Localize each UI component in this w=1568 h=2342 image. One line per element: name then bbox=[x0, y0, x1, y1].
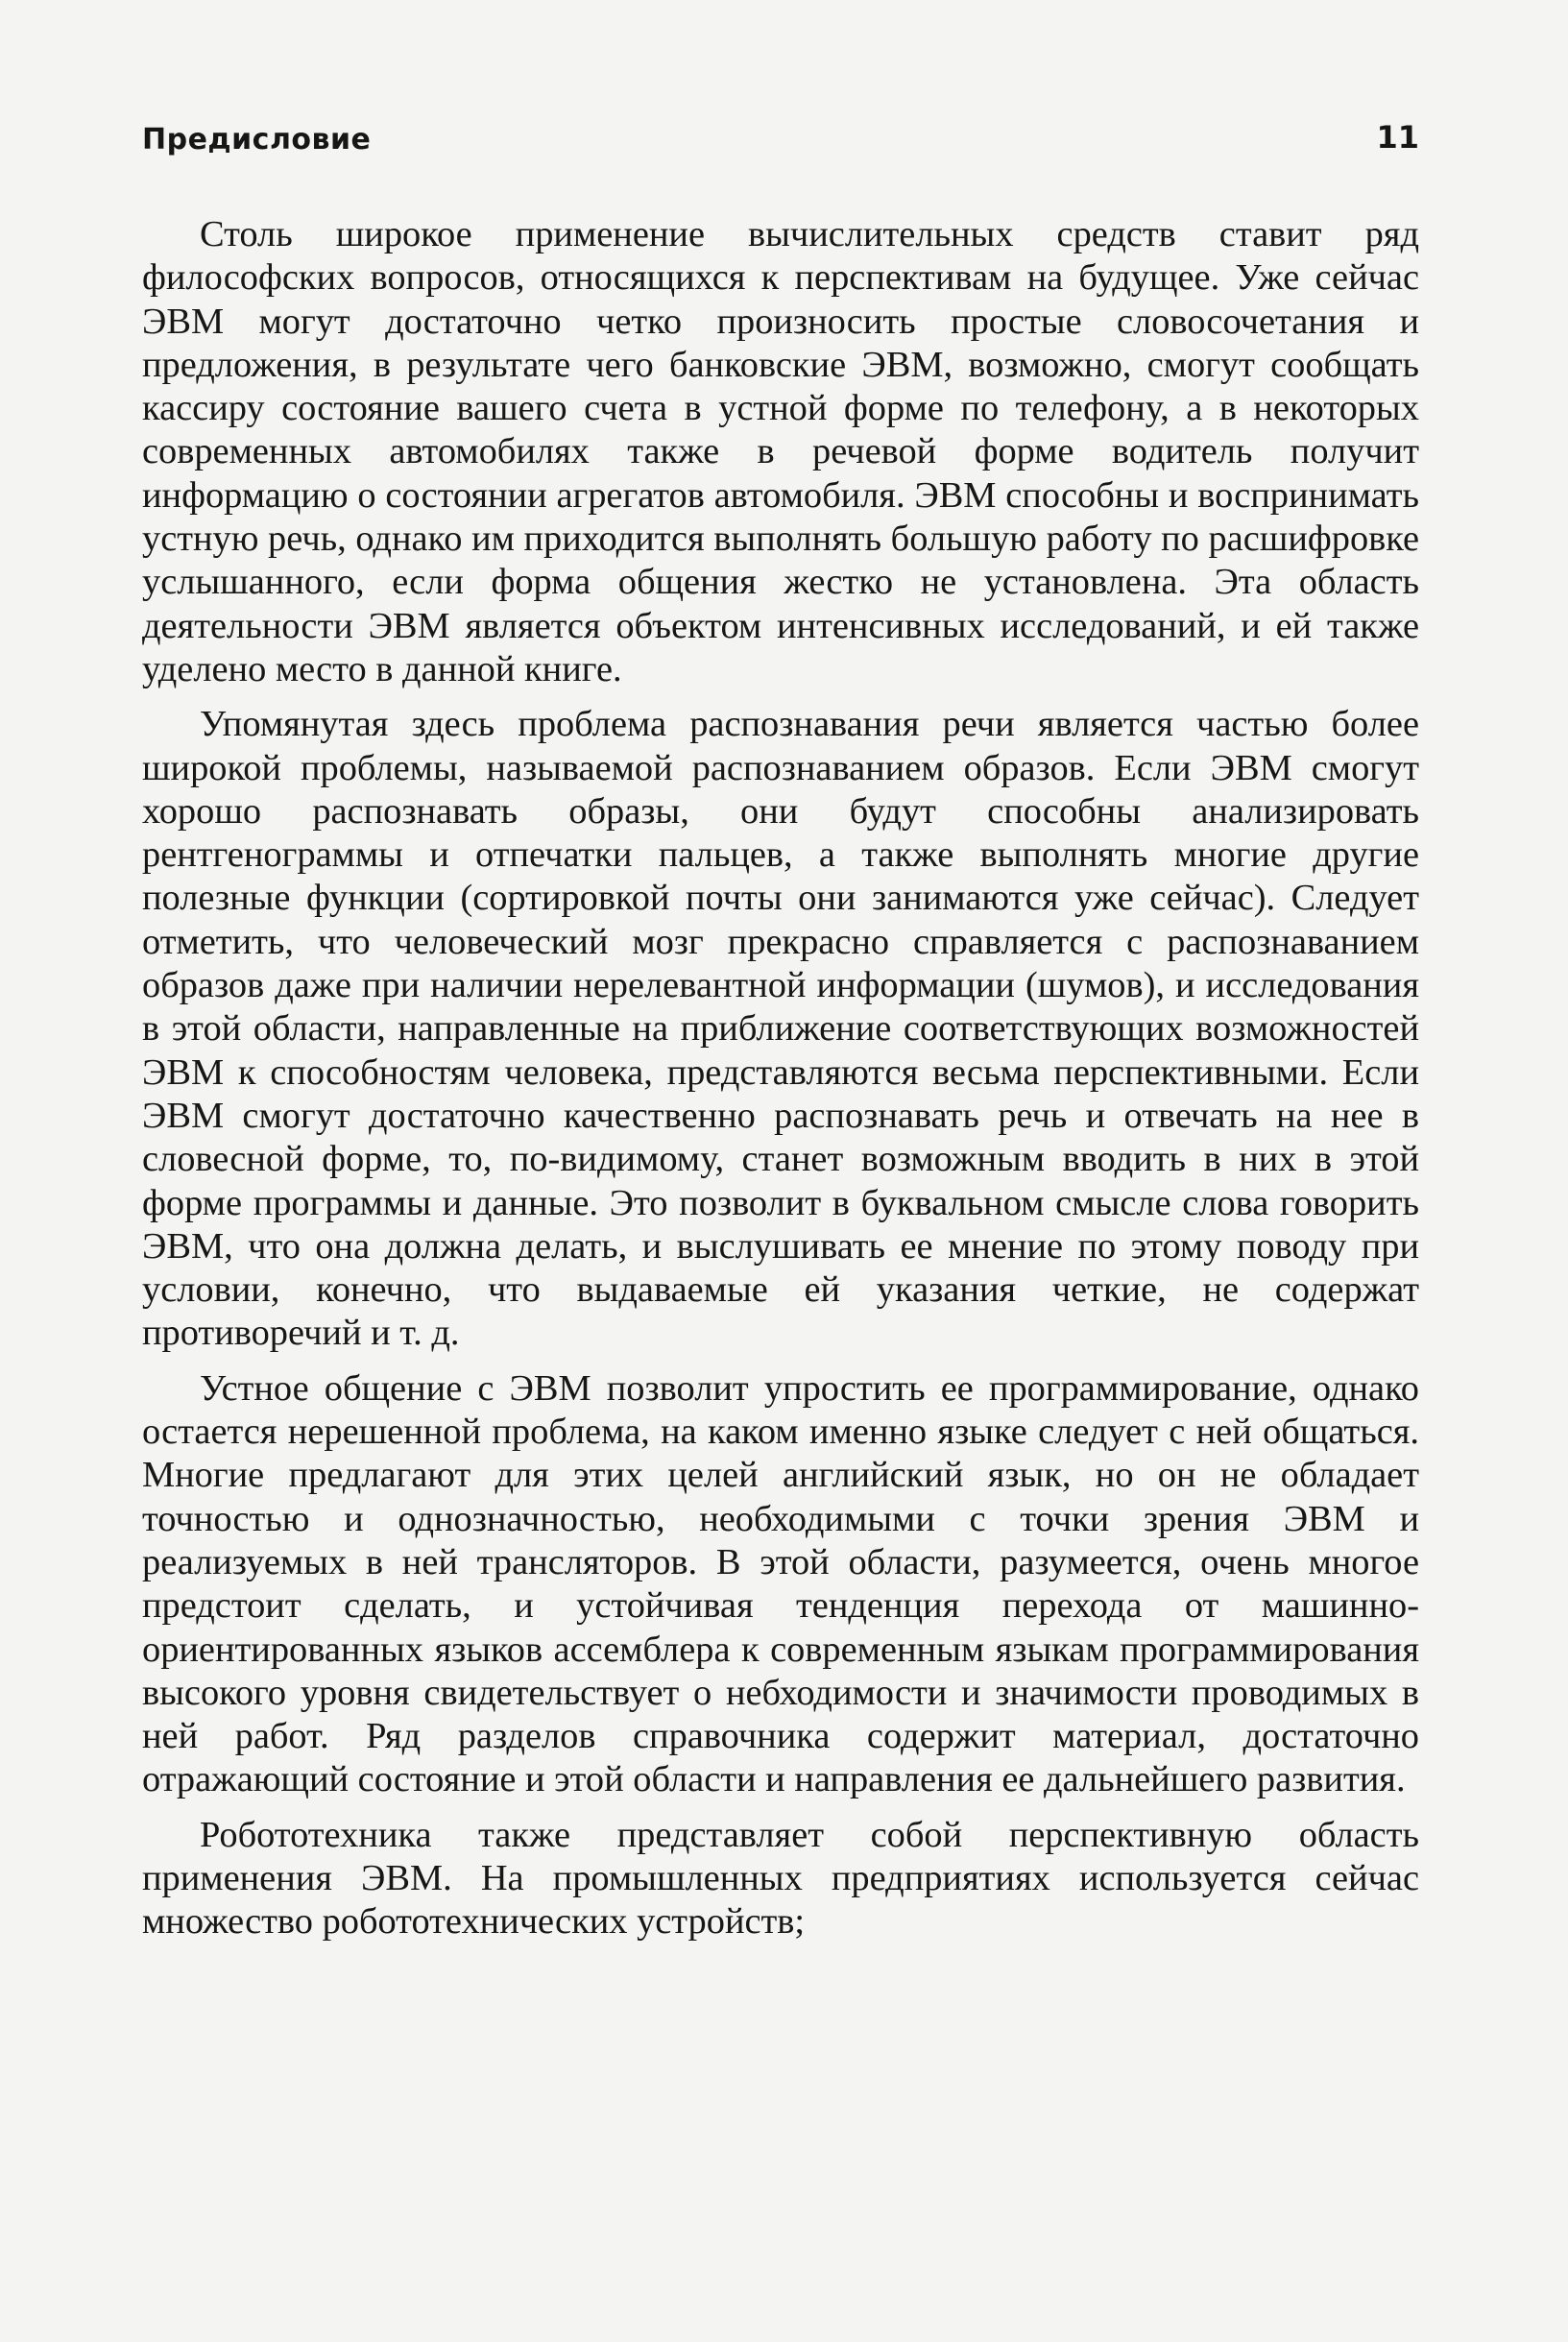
book-page bbox=[142, 115, 1419, 2285]
section-title: Предисловие bbox=[142, 123, 372, 157]
page-number: 11 bbox=[1376, 119, 1419, 156]
paragraph: Упомянутая здесь проблема распознавания речи является частью более широкой проблемы, называемой распознаванием образов. Если ЭВМ смогут хорошо распознавать образы, они будут способны анализировать рентгенограммы и отпечатки пальцев, а также выполнять многие другие полезные функции (сортировкой почты они занимаются уже сейчас). Следует отметить, что человеческий мозг прекрасно справляется с распознаванием образов даже при наличии нерелевантной информации (шумов), и исследования в этой области, направленные на приближение соответствующих возможностей ЭВМ к способностям человека, представляются весьма перспективными. Если ЭВМ смогут достаточно качественно распознавать речь и отвечать на нее в словесной форме, то, по-видимому, станет возможным вводить в них в этой форме программы и данные. Это позволит в буквальном смысле слова говорить ЭВМ, что она должна делать, и выслушивать ее мнение по этому поводу при условии, конечно, что выдаваемые ей указания четкие, не содержат противоречий и т. д. bbox=[142, 704, 1419, 1354]
running-head bbox=[142, 115, 1419, 182]
paragraph: Устное общение с ЭВМ позволит упростить ее программирование, однако остается нерешенной проблема, на каком именно языке следует с ней общаться. Многие предлагают для этих целей английский язык, но он не обладает точностью и однозначностью, необходимыми с точки зрения ЭВМ и реализуемых в ней трансляторов. В этой области, разумеется, очень многое предстоит сделать, и устойчивая тенденция перехода от машинно-ориентированных языков ассемблера к современным языкам программирования высокого уровня свидетельствует о небходимости и значимости проводимых в ней работ. Ряд разделов справочника содержит материал, достаточно отражающий состояние и этой области и направления ее дальнейшего развития. bbox=[142, 1367, 1419, 1800]
paragraph: Столь широкое применение вычислительных средств ставит ряд философских вопросов, относящихся к перспективам на будущее. Уже сейчас ЭВМ могут достаточно четко произносить простые словосочетания и предложения, в результате чего банковские ЭВМ, возможно, смогут сообщать кассиру состояние вашего счета в устной форме по телефону, а в некоторых современных автомобилях также в речевой форме водитель получит информацию о состоянии агрегатов автомобиля. ЭВМ способны и воспринимать устную речь, однако им приходится выполнять большую работу по расшифровке услышанного, если форма общения жестко не установлена. Эта область деятельности ЭВМ является объектом интенсивных исследований, и ей также уделено место в данной книге. bbox=[142, 214, 1419, 689]
body-text bbox=[142, 213, 1419, 1944]
paragraph: Робототехника также представляет собой перспективную область применения ЭВМ. На промышленных предприятиях используется сейчас множество робототехнических устройств; bbox=[142, 1814, 1419, 1943]
